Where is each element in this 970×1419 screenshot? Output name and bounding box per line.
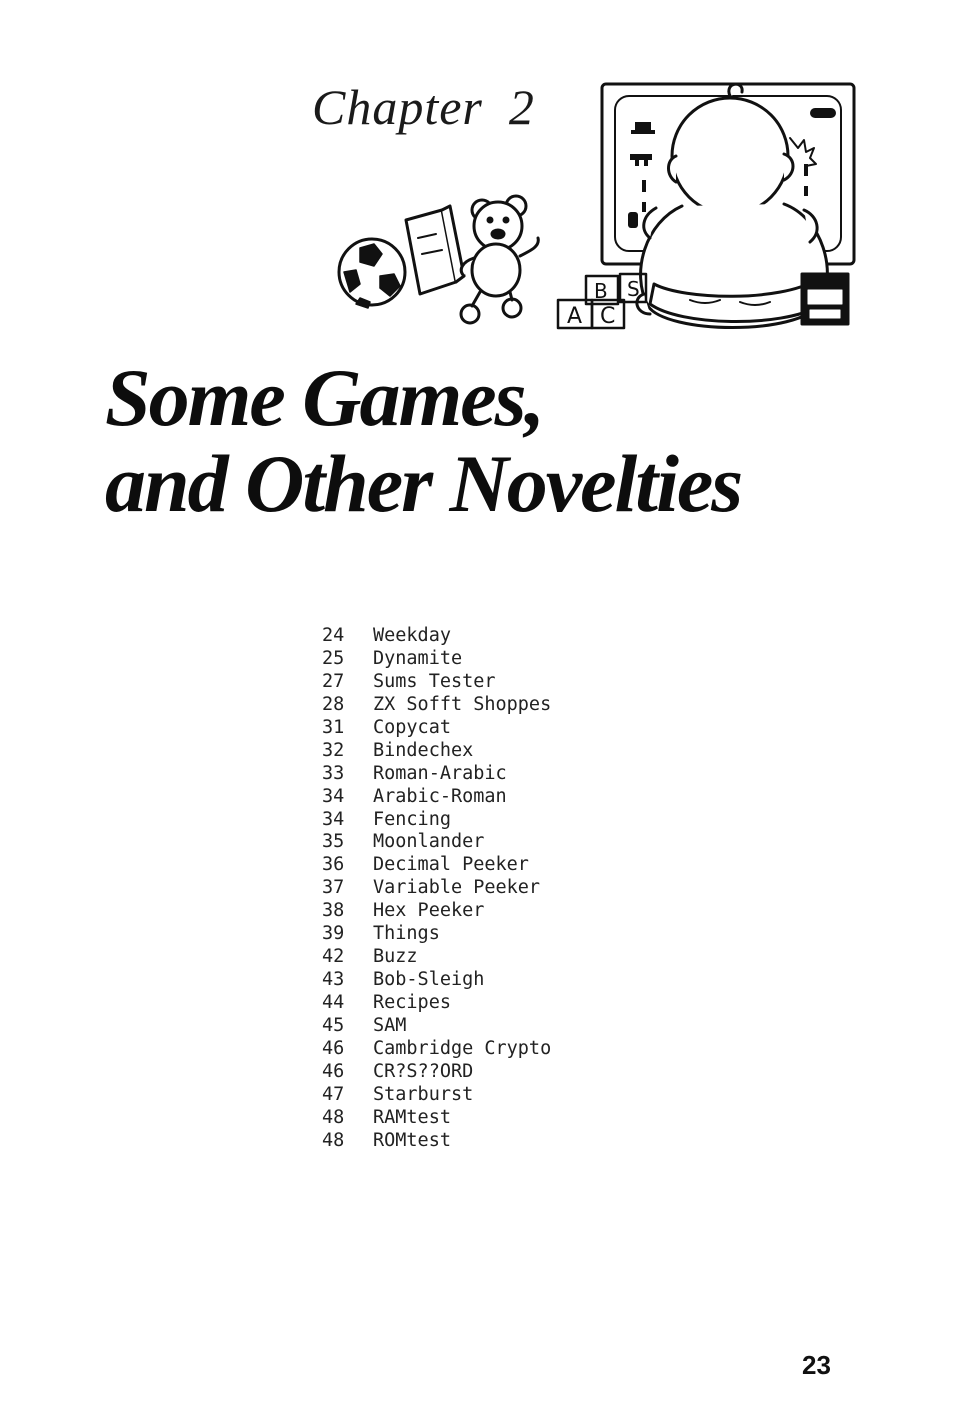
contents-program-name: Bob-Sleigh	[373, 969, 485, 991]
contents-page-number: 32	[322, 739, 345, 761]
contents-row	[322, 717, 551, 740]
chapter-illustration	[330, 78, 860, 340]
contents-page-number: 47	[322, 1083, 345, 1105]
contents-page-number: 46	[322, 1037, 345, 1059]
contents-row	[322, 1107, 551, 1130]
contents-row	[322, 1084, 551, 1107]
page-number: 23	[802, 1350, 831, 1380]
soccer-ball-icon	[339, 239, 405, 308]
contents-page-number: 34	[322, 808, 345, 830]
contents-page-number: 42	[322, 946, 345, 968]
contents-program-name: CR?S??ORD	[373, 1060, 474, 1082]
block-letter-b: B	[594, 279, 608, 303]
contents-program-name: Sums Tester	[373, 670, 496, 692]
block-letter-a: A	[567, 304, 583, 329]
contents-page-number: 33	[322, 762, 345, 784]
contents-program-name: Moonlander	[373, 831, 485, 853]
contents-page-number: 36	[322, 854, 345, 876]
block-letter-c: C	[600, 304, 616, 329]
contents-row	[322, 1130, 551, 1153]
chapter-title	[105, 352, 742, 529]
contents-row	[322, 900, 551, 923]
contents-page-number: 27	[322, 670, 345, 692]
contents-program-name: Buzz	[373, 946, 418, 968]
contents-page-number: 38	[322, 900, 345, 922]
contents-row	[322, 854, 551, 877]
block-letter-s: S	[627, 277, 640, 301]
contents-program-name: Weekday	[373, 625, 451, 646]
contents-row	[322, 831, 551, 854]
contents-page-number: 45	[322, 1014, 345, 1036]
contents-page-number: 24	[322, 625, 345, 646]
contents-row	[322, 809, 551, 832]
contents-program-name: Bindechex	[373, 739, 474, 761]
contents-row	[322, 1038, 551, 1061]
contents-page-number: 28	[322, 693, 345, 715]
chapter-title-line-1: Some Games,	[105, 352, 544, 443]
contents-program-name: Fencing	[373, 808, 451, 830]
contents-page-number: 48	[322, 1129, 345, 1151]
contents-program-name: Variable Peeker	[373, 877, 541, 899]
contents-page-number: 37	[322, 877, 345, 899]
chapter-label: Chapter	[312, 79, 483, 135]
contents-row	[322, 786, 551, 809]
contents-row	[322, 946, 551, 969]
contents-page-number: 25	[322, 647, 345, 669]
game-console-icon	[802, 274, 848, 324]
contents-program-name: Decimal Peeker	[373, 854, 529, 876]
contents-row	[322, 625, 551, 648]
contents-page-number: 48	[322, 1106, 345, 1128]
contents-row	[322, 923, 551, 946]
toy-blocks-icon	[558, 274, 646, 329]
contents-program-name: Starburst	[373, 1083, 474, 1105]
contents-page-number: 35	[322, 831, 345, 853]
contents-page-number: 46	[322, 1060, 345, 1082]
contents-program-name: Arabic-Roman	[373, 785, 507, 807]
contents-row	[322, 648, 551, 671]
chapter-title-line-2: and Other Novelties	[105, 438, 742, 529]
contents-row	[322, 671, 551, 694]
contents-page-number: 39	[322, 923, 345, 945]
contents-page-number: 31	[322, 716, 345, 738]
contents-row	[322, 740, 551, 763]
contents-row	[322, 694, 551, 717]
contents-program-name: Cambridge Crypto	[373, 1037, 552, 1059]
contents-program-name: Roman-Arabic	[373, 762, 507, 784]
contents-program-name: ROMtest	[373, 1129, 451, 1151]
contents-page-number: 43	[322, 969, 345, 991]
book-icon	[406, 206, 464, 294]
contents-program-name: Hex Peeker	[373, 900, 485, 922]
contents-program-name: Recipes	[373, 992, 451, 1013]
contents-program-name: Copycat	[373, 716, 451, 738]
contents-program-name: Dynamite	[373, 647, 463, 669]
contents-program-name: Things	[373, 923, 440, 945]
contents-row	[322, 1015, 551, 1038]
contents-page-number: 34	[322, 785, 345, 807]
contents-program-name: ZX Sofft Shoppes	[373, 693, 552, 715]
contents-list	[322, 625, 551, 1153]
contents-program-name: SAM	[373, 1014, 407, 1036]
contents-program-name: RAMtest	[373, 1106, 451, 1128]
teddy-bear-icon	[461, 196, 538, 323]
contents-row	[322, 969, 551, 992]
contents-row	[322, 992, 551, 1015]
contents-row	[322, 1061, 551, 1084]
contents-page-number: 44	[322, 992, 345, 1013]
chapter-number: 2	[508, 79, 535, 135]
contents-row	[322, 877, 551, 900]
contents-row	[322, 763, 551, 786]
